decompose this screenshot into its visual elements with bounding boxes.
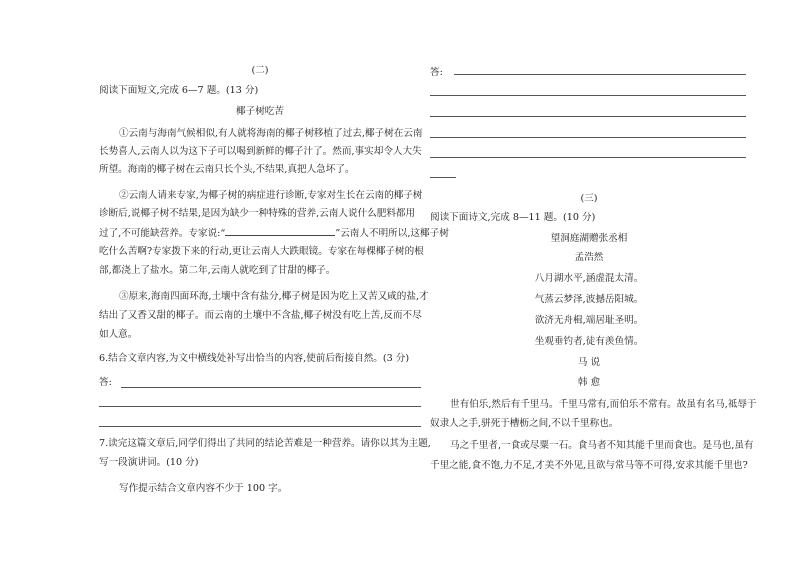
instruction-8-11: 阅读下面诗文,完成 8—11 题。(10 分) — [430, 212, 596, 223]
para2-after-blank: ”云南人不明所以,这椰子树 — [335, 228, 449, 239]
para1-line: 所望。海南的椰子树在云南只长个头,不结果,真把人急坏了。 — [99, 164, 355, 175]
answer-line[interactable] — [430, 157, 746, 158]
instruction-6-7: 阅读下面短文,完成 6—7 题。(13 分) — [99, 85, 259, 96]
q6-answer-label: 答: — [99, 377, 112, 388]
poem-title: 望洞庭湖赠张丞相 — [550, 233, 628, 244]
poem-line: 欲济无舟楫,端居耻圣明。 — [534, 315, 644, 326]
q6-answer-line[interactable] — [99, 426, 421, 427]
q7-writing-hint: 写作提示结合文章内容不少于 100 字。 — [119, 483, 288, 494]
answer-line[interactable] — [430, 137, 746, 138]
prose-title: 马 说 — [577, 357, 601, 368]
question-6: 6.结合文章内容,为文中横线处补写出恰当的内容,使前后衔接自然。(3 分) — [99, 353, 410, 364]
poem-line: 气蒸云梦泽,波撼岳阳城。 — [534, 294, 644, 305]
para2-line: ②云南人请来专家,为椰子树的病症进行诊断,专家对生长在云南的椰子树 — [119, 190, 423, 201]
fill-in-blank[interactable] — [225, 226, 335, 236]
poem-line: 八月湖水平,涵虚混太清。 — [534, 273, 644, 284]
answer-line[interactable] — [430, 95, 746, 96]
para2-fill-line — [99, 226, 449, 241]
poem-author: 孟浩然 — [574, 252, 604, 263]
answer-line-short[interactable] — [430, 177, 456, 178]
para3-line: ③原来,海南四面环海,土壤中含有盐分,椰子树是因为吃上又苦又咸的盐,才 — [119, 291, 429, 302]
para2-line: 部,都浇上了盐水。第二年,云南人就吃到了甘甜的椰子。 — [99, 265, 336, 276]
answer-line[interactable] — [430, 116, 746, 117]
section-heading-2: (二) — [251, 65, 269, 76]
q6-answer-line[interactable] — [99, 406, 421, 407]
answer-label: 答: — [430, 67, 443, 78]
prose-line: 奴隶人之手,骈死于槽枥之间,不以千里称也。 — [430, 418, 619, 429]
para3-line: 结出了又香又甜的椰子。而云南的土壤中不含盐,椰子树没有吃上苦,反而不尽 — [99, 310, 422, 321]
para2-line: 诊断后,说椰子树不结果,是因为缺少一种特殊的营养,云南人说什么肥料都用 — [99, 208, 416, 219]
essay-title: 椰子树吃苦 — [236, 106, 284, 117]
prose-author: 韩 愈 — [577, 377, 601, 388]
para1-line: ①云南与海南气候相似,有人就将海南的椰子树移植了过去,椰子树在云南 — [119, 128, 423, 139]
poem-line: 坐观垂钓者,徒有羡鱼情。 — [534, 336, 644, 347]
para3-line: 如人意。 — [99, 329, 138, 340]
prose-line: 千里之能,食不饱,力不足,才美不外见,且欲与常马等不可得,安求其能千里也? — [430, 460, 748, 471]
para1-line: 长势喜人,云南人以为这下子可以喝到新鲜的椰子汁了。然而,事实却令人大失 — [99, 146, 422, 157]
prose-line: 世有伯乐,然后有千里马。千里马常有,而伯乐不常有。故虽有名马,祗辱于 — [450, 399, 757, 410]
section-heading-3: (三) — [580, 193, 598, 204]
question-7-line1: 7.读完这篇文章后,同学们得出了共同的结论苦难是一种营养。请你以其为主题, — [99, 438, 431, 449]
q6-answer-line[interactable] — [121, 387, 421, 388]
question-7-line2: 写一段演讲词。(10 分) — [99, 457, 199, 468]
answer-line[interactable] — [454, 74, 746, 75]
prose-line: 马之千里者,一食或尽粟一石。食马者不知其能千里而食也。是马也,虽有 — [450, 440, 754, 451]
para2-before-blank: 过了,不可能缺营养。专家说:“ — [99, 228, 226, 239]
para2-line: 吃什么苦啊?专家拨下来的行动,更让云南人大跌眼镜。专家在每棵椰子树的根 — [99, 246, 424, 257]
